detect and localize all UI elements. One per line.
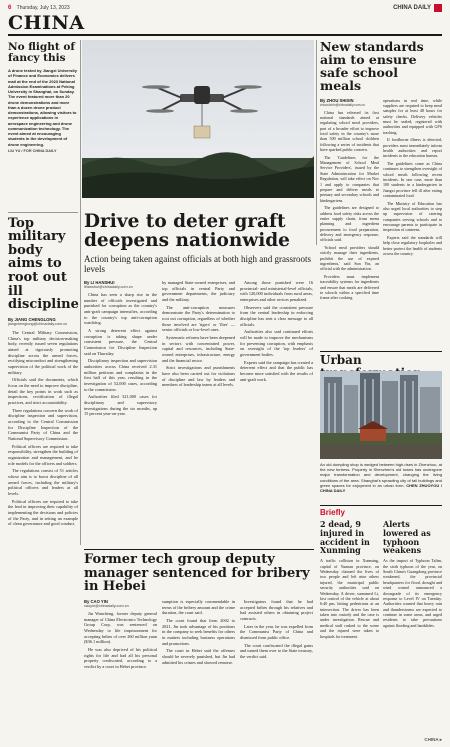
briefly-label: Briefly (320, 508, 345, 517)
main-paragraph: Authorities also said continued efforts will be made to improve the mechanisms for preventing corruption, with emphasis on oversight of the 'top leaders' of government bodies. (240, 329, 313, 358)
brief-item-1-text: A traffic collision in Xunming, capital of Yunnan province, on Wednesday claimed the lives of two people and left nine others injured, the municipal public security authorities said on Wednesday. A driver, surnamed Li, lost control of the vehicle at about 6:40 pm, hitting pedestrians at an intersection. The driver has been taken into custody and the case is under investigation. Rescue and medical staff rushed to the scene and the injured were taken to hospitals for treatment. (320, 558, 379, 639)
main-paragraph: A strong deterrent effect against corruption is taking shape under consistent pressure, the Central Commission for Discipline Inspection said on Thursday. (84, 328, 157, 356)
military-paragraph: Three regulations concern the work of discipline inspection and supervision, according to the Central Commission for Discipline Inspection of the Communist Party of China and the National Supervisory Commission. (8, 407, 78, 442)
main-story-title: Drive to deter graft deepens nationwide (84, 211, 290, 252)
header-right (393, 4, 442, 12)
urban-photo (320, 371, 442, 459)
former-story-rule (84, 549, 314, 550)
column-rule-right-top (316, 40, 317, 245)
former-column-2 (162, 599, 235, 672)
military-paragraph: The Central Military Commission, China's top military decision-making body, recently issued seven regulations aimed at rigorously promoting discipline across the armed forces, rectifying misconduct and strengthening supervision of the political work of the military. (8, 329, 78, 375)
main-story (84, 212, 314, 419)
former-story-columns (84, 599, 314, 672)
main-column-2 (162, 280, 235, 419)
military-paragraph: Political officers are required to take the lead in improving their capability of implementing the decisions and policies of the Party, and in setting an example of clean governance and good conduct. (8, 498, 78, 527)
military-story-byline: By JIANG CHENGLONG (8, 316, 56, 322)
brief-item-2 (383, 520, 442, 639)
standards-paragraph: The guidelines come as China continues to strengthen oversight of school meals following recent incidents. In one case, more than 100 students in a kindergarten in Jiangxi province fell ill after eating contaminated food. (383, 160, 442, 199)
standards-story (320, 40, 442, 303)
main-paragraph: Among those punished were 16 provincial- and ministerial-level officials, with 120,000 individuals from rural areas, enterprises and other sectors penalized. (240, 280, 313, 303)
main-paragraph: by managed State-owned enterprises, and top officials in central Party and government departments, the judiciary and the military. (162, 280, 235, 303)
main-paragraph: Systematic reforms have been deepened in sectors with concentrated power, capital and resources, including State-owned enterprises, infrastructure, energy and the financial sector. (162, 335, 235, 363)
standards-column-2 (383, 98, 442, 303)
drone-photo (82, 40, 314, 198)
standards-paragraph: 'School meal providers should strictly manage their ingredients, prohibit the use of expired ingredients,' said Sun Yin, an official with the administration. (320, 244, 379, 272)
military-paragraph: Officials said the documents, which focus on the need to improve discipline, detail the key points in work such as inspections, rectification of illegal practices, and strict accountability. (8, 377, 78, 406)
urban-caption-text: An old dumpling shop is wedged between high-rises in Zhenzhou, at the new fortress. Property in Shenzhen's old towns has undergone major transformation and development, changing the living conditions of the area. Shanghai's sprawling city of tall buildings and green spaces for enjoyment in an urban form. (320, 462, 442, 488)
former-paragraph: sumption is especially commendable in terms of the bribery amount and the crime duration, the court said. (162, 598, 235, 616)
left-brief-credit: LIU YU / FOR CHINA DAILY (8, 149, 57, 154)
main-paragraph: The anti-corruption measures demonstrate the Party's determination to root out corruption, regardless of whether those involved are 'tigers' or 'flies' — senior officials or low-level ones. (162, 304, 235, 333)
main-column-3 (240, 280, 313, 419)
masthead-rule (8, 34, 442, 36)
main-column-1-text (84, 292, 157, 417)
former-paragraph: He was also deprived of his political rights for life and had all his personal property confiscated, according to a verdict by a court in Hebei province. (84, 646, 157, 669)
brief-item-2-title: Alerts lowered as typhoon weakens (383, 519, 431, 556)
former-column-1-text (84, 611, 157, 670)
standards-column-1-text (320, 110, 379, 301)
former-paragraph: Later in the year, he was expelled from the Communist Party of China and dismissed from public office. (240, 623, 313, 640)
left-brief-title: No flight of fancy this (8, 41, 75, 65)
standards-story-title: New standards aim to ensure safe school meals (320, 39, 424, 94)
military-story (8, 212, 78, 529)
main-paragraph: China has seen a sharp rise in the number of officials investigated and punished for corruption as the country's anti-graft campaign intensifies, according to the country's top anti-corruption watchdog. (84, 292, 157, 326)
former-paragraph: The court in Hebei said the offenses should be severely punished, but Jin had admitted his crimes and showed remorse. (162, 648, 235, 665)
page-footer: CHINA ▸ (424, 737, 442, 742)
former-paragraph: The court confiscated the illegal gains and turned them over to the State treasury, the verdict said. (240, 642, 313, 659)
left-brief-body: A drone tested by Jiangxi University of Finance and Economics delivers mail at the end of the 2023 National Admission Examinations at Peking University in Shanghai, on Sunday. The event featured more than 20 drone demonstrations and more than a dozen drone product demonstrations, allowing visitors to experience applications in aerospace engineering and drone communication technology. The event aimed at encouraging students in the development of drone engineering. (8, 68, 77, 147)
brief-item-1-title: 2 dead, 9 injured in accident in Xunming (320, 519, 370, 556)
standards-paragraph: Experts said the standards will help close regulatory loopholes and better protect the health of students across the country. (383, 234, 442, 257)
main-paragraph: Experts said the campaign has created a deterrent effect and that the public has become more satisfied with the results of anti-graft work. (240, 359, 313, 382)
former-story-email: caoyin@chinadaily.com.cn (84, 603, 129, 608)
standards-columns (320, 98, 442, 303)
standards-paragraph: operations in real time, while suppliers are required to keep meal samples for at least 48 hours for safety checks. Delivery vehicles must be sealed, registered with authorities and equipped with GPS tracking. (383, 97, 442, 135)
column-rule-left (80, 40, 81, 545)
briefly-rule (320, 505, 442, 506)
urban-caption-credit: CHEN ZHUOYOU / CHINA DAILY (320, 482, 442, 493)
standards-paragraph: The Ministry of Education has also urged local authorities to step up supervision of catering companies serving schools and to encourage parents to participate in inspection of canteens. (383, 200, 442, 233)
standards-byline: By ZHOU SHIXIN (320, 97, 354, 103)
former-paragraph: The court found that from 2002 to 2021, Jin took advantage of his positions in the company to seek benefits for others in matters including business operations and promotions. (162, 617, 235, 646)
edition-label: CHINA DAILY (393, 5, 431, 11)
left-brief (8, 42, 78, 153)
main-story-byline: By LI HANSHUI (84, 280, 115, 285)
former-story-title: Former tech group deputy manager sentenced for bribery in Hebei (84, 552, 310, 595)
brief-item-2-text: As the impact of Typhoon Talim, the sixth typhoon of the year, on South China's Guangdong province weakened, the provincial headquarters for flood, drought and wind control announced a downgrade of its emergency response to Level IV on Tuesday. Authorities warned that heavy rain and thunderstorms are expected to continue in some areas, and urged residents to take precautions against flooding and landslides. (383, 558, 442, 628)
main-story-deck: Action being taken against officials at both high and grassroots levels (84, 253, 312, 274)
main-paragraph: Strict investigations and punishments have also been carried out for violations of discipline and law by leaders and members of leadership teams at all levels. (162, 365, 235, 388)
page-number: 6 (8, 5, 12, 11)
standards-paragraph: The guidelines are designed to address food safety risks across the entire supply chain, from menu planning and ingredient procurement to food preparation, delivery and emergency response, officials said. (320, 205, 379, 243)
main-column-1 (84, 280, 157, 419)
military-story-body (8, 330, 78, 527)
china-daily-logo-icon (434, 4, 442, 12)
military-story-title: Top military body aims to root out ill discipline (8, 215, 79, 313)
military-story-email: jiangchenglong@chinadaily.com.cn (8, 321, 68, 326)
main-paragraph: Authorities filed 321,000 cases for disciplinary and supervisory investigations during the six months, up 15 percent year-on-year. (84, 394, 157, 417)
military-paragraph: The regulations consist of 51 articles whose aim is to boost discipline of all armed forces, including the military's political officers and leaders at all levels. (8, 468, 78, 497)
section-title: CHINA (8, 12, 85, 34)
brief-item-1 (320, 520, 379, 639)
standards-paragraph: If foodborne illness is detected, providers must immediately inform health authorities and report incidents to the education bureau. (383, 137, 442, 159)
standards-email: zhoushixin@chinadaily.com.cn (320, 102, 365, 107)
standards-paragraph: China has released its first national standards aimed at regulating school meal providers, part of a broader effort to improve food safety in the country's more than 500 million school children following a series of incidents that have sparked public concern. (320, 109, 379, 153)
briefly-section (320, 508, 442, 639)
briefly-columns (320, 520, 442, 639)
header-left (8, 5, 70, 11)
standards-paragraph: Providers must implement traceability systems for ingredients and ensure that meals are delivered to schools within a specified time frame after cooking. (320, 273, 379, 301)
former-paragraph: Jin Wancheng, former deputy general manager of China Electronics Technology Group Corp, was sentenced on Wednesday to life imprisonment for accepting bribes of over 260 million yuan ($36.1 million). (84, 610, 157, 645)
former-paragraph: Investigators found that he had accepted bribes through his relatives and had assisted others in obtaining project contracts. (240, 598, 313, 621)
urban-title: Urban (320, 353, 362, 367)
urban-rule (320, 351, 442, 352)
military-paragraph: Political officers are required to take responsibility, strengthen the building of organization and management, and be role models for the officers and soldiers. (8, 443, 78, 466)
urban-photo-image (320, 371, 442, 459)
main-paragraph: Disciplinary inspection and supervision authorities across China received 2.31 million petitions and complaints in the first half of this year, resulting in the investigation of 52,000 cases, according to the commission. (84, 358, 157, 392)
main-story-columns (84, 280, 314, 419)
former-story (84, 553, 314, 672)
former-column-1 (84, 599, 157, 672)
former-story-byline: By CAO YIN (84, 598, 108, 604)
standards-column-1 (320, 98, 379, 303)
drone-photo-image (82, 40, 314, 198)
main-paragraph: Observers said the consistent pressure from the central leadership in enforcing discipline has sent a clear message to all officials. (240, 304, 313, 327)
military-story-rule (8, 212, 78, 213)
standards-paragraph: The 'Guidelines for the Management of School Meal Service Providers', issued by the State Administration for Market Regulation, will take effect on Nov 1 and apply to companies that prepare and deliver meals to primary and secondary schools and kindergartens. (320, 154, 379, 203)
date-line: Thursday, July 13, 2023 (16, 5, 70, 11)
former-column-3 (240, 599, 313, 672)
main-story-email: lihanshui@chinadaily.com.cn (84, 285, 133, 289)
urban-caption (320, 462, 442, 493)
